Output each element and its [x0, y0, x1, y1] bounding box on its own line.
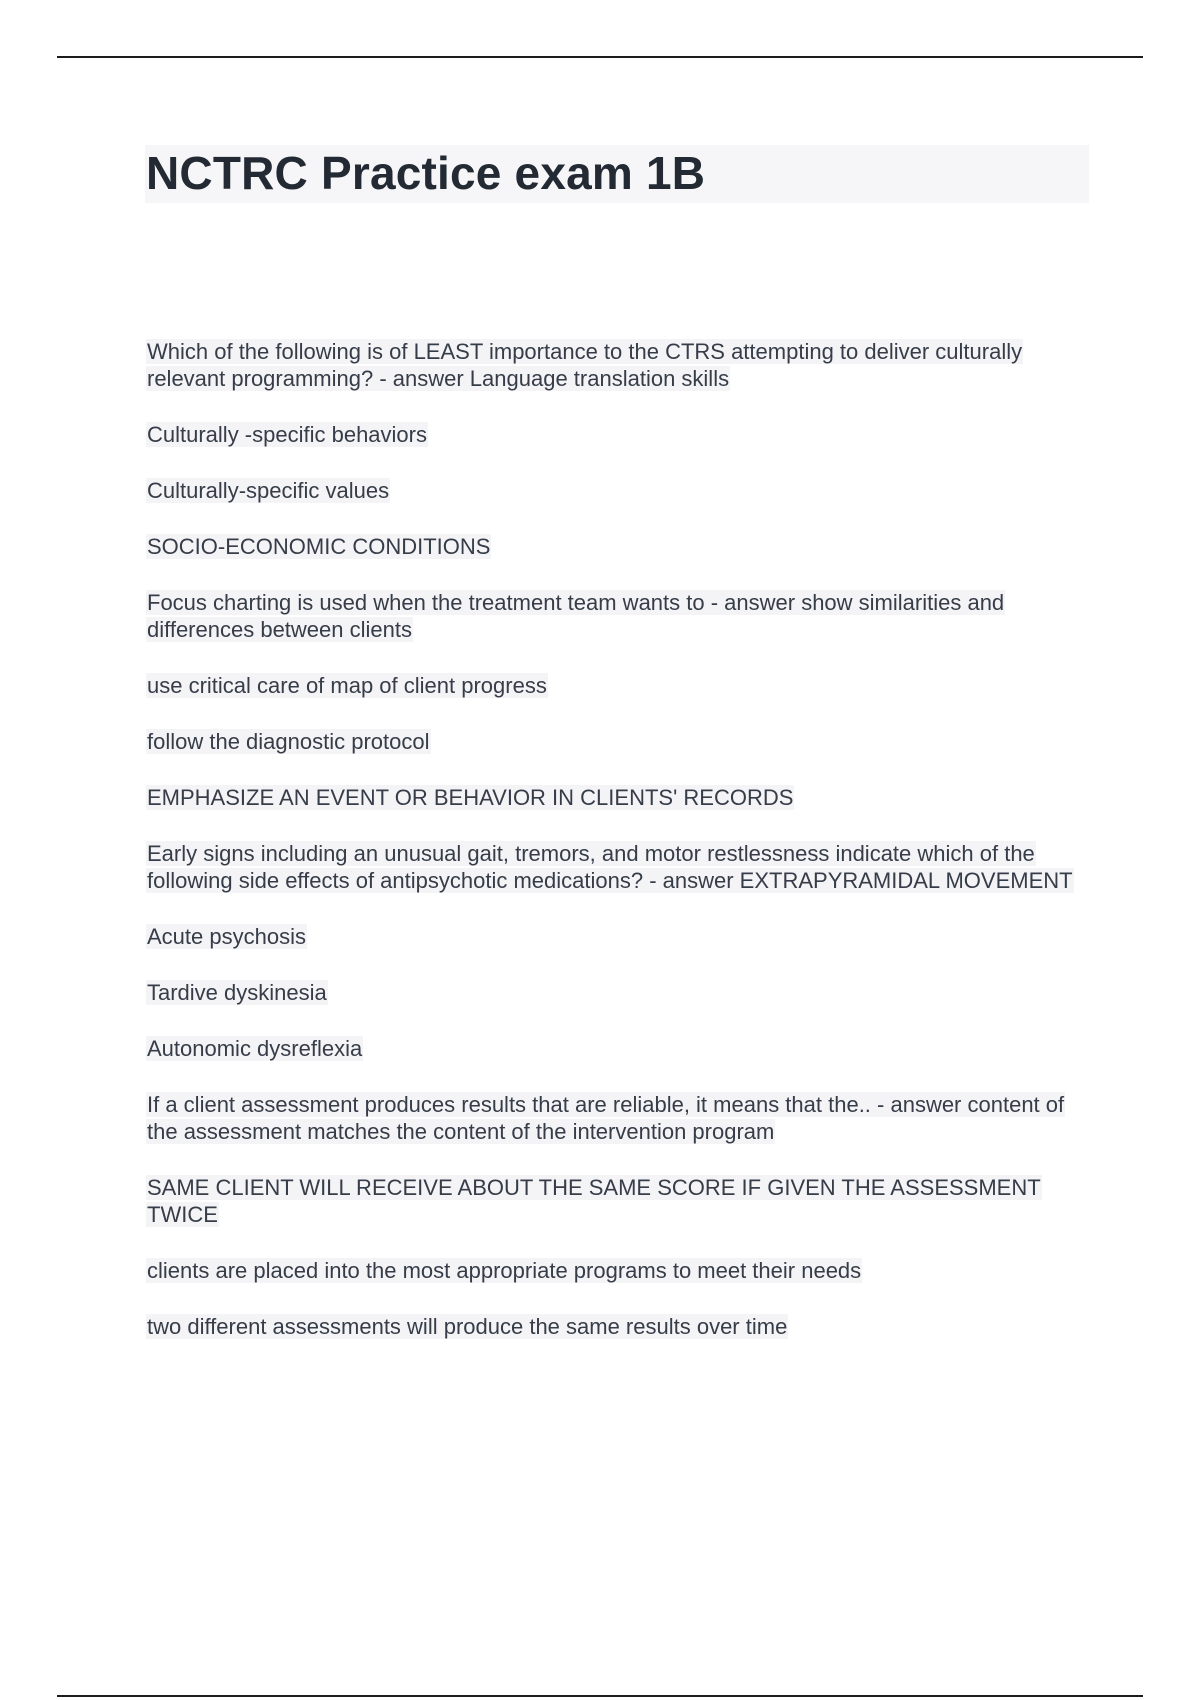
option-2a — [146, 672, 1096, 699]
paragraph-text: two different assessments will produce the same results over time — [147, 1314, 788, 1339]
paragraph-text: Autonomic dysreflexia — [147, 1036, 363, 1061]
bottom-divider — [57, 1695, 1143, 1697]
document-body — [146, 338, 1096, 1369]
option-1b — [146, 477, 1096, 504]
question-1 — [146, 338, 1096, 392]
paragraph-text: SAME CLIENT WILL RECEIVE ABOUT THE SAME SCORE IF GIVEN THE ASSESSMENT TWICE — [147, 1175, 1041, 1227]
paragraph-text: Which of the following is of LEAST importance to the CTRS attempting to deliver culturally relevant programming? - answer Language translation skills — [147, 339, 1023, 391]
option-1a — [146, 421, 1096, 448]
paragraph-text: Focus charting is used when the treatment team wants to - answer show similarities and differences between clients — [147, 590, 1005, 642]
paragraph-text: Early signs including an unusual gait, tremors, and motor restlessness indicate which of the following side effects of antipsychotic medications? - answer EXTRAPYRAMIDAL MOVEMENT — [147, 841, 1073, 893]
paragraph-text: use critical care of map of client progress — [147, 673, 547, 698]
option-3b — [146, 979, 1096, 1006]
question-4 — [146, 1091, 1096, 1145]
option-2b — [146, 728, 1096, 755]
option-4c — [146, 1313, 1096, 1340]
option-4b — [146, 1257, 1096, 1284]
paragraph-text: Acute psychosis — [147, 924, 306, 949]
paragraph-text: Culturally -specific behaviors — [147, 422, 427, 447]
paragraph-text: Tardive dyskinesia — [147, 980, 327, 1005]
paragraph-text: Culturally-specific values — [147, 478, 390, 503]
option-4a — [146, 1174, 1096, 1228]
paragraph-text: SOCIO-ECONOMIC CONDITIONS — [147, 534, 491, 559]
paragraph-text: clients are placed into the most appropriate programs to meet their needs — [147, 1258, 862, 1283]
top-divider — [57, 56, 1143, 58]
option-2c — [146, 784, 1096, 811]
paragraph-text: If a client assessment produces results that are reliable, it means that the.. - answer content of the assessment matches the content of the intervention program — [147, 1092, 1065, 1144]
question-2 — [146, 589, 1096, 643]
option-3c — [146, 1035, 1096, 1062]
paragraph-text: EMPHASIZE AN EVENT OR BEHAVIOR IN CLIENTS' RECORDS — [147, 785, 794, 810]
option-3a — [146, 923, 1096, 950]
question-3 — [146, 840, 1096, 894]
page-title: NCTRC Practice exam 1B — [146, 147, 706, 199]
paragraph-text: follow the diagnostic protocol — [147, 729, 430, 754]
option-1c — [146, 533, 1096, 560]
